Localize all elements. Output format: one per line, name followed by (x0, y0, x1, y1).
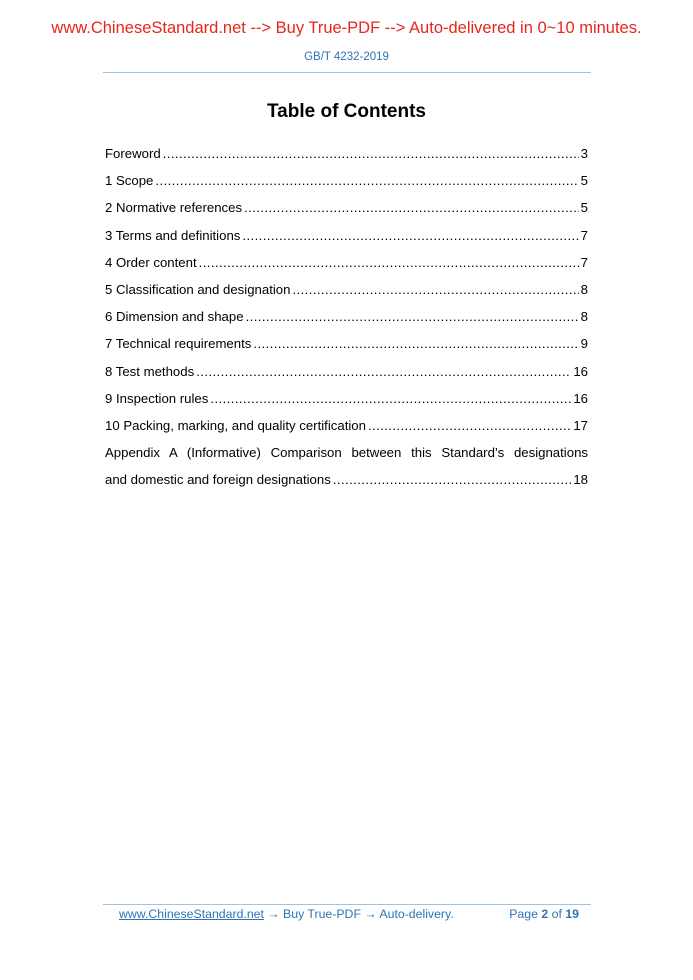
toc-entry-normative-references[interactable] (105, 199, 588, 226)
toc-entry-appendix-a[interactable] (105, 444, 588, 498)
toc-leader-dots (253, 335, 578, 352)
page-footer (119, 907, 579, 921)
toc-leader-dots (292, 281, 578, 298)
toc-leader-dots (210, 390, 571, 407)
toc-entry-label: 9 Inspection rules (105, 390, 209, 406)
toc-leader-dots (199, 254, 579, 271)
toc-leader-dots (155, 172, 578, 189)
footer-divider (103, 904, 591, 905)
toc-entry-label: 10 Packing, marking, and quality certification (105, 417, 366, 433)
toc-entry-label: 7 Technical requirements (105, 336, 252, 352)
toc-entry-label: 8 Test methods (105, 363, 195, 379)
toc-entry-foreword[interactable] (105, 145, 588, 172)
toc-leader-dots (242, 227, 578, 244)
toc-entry-page: 5 (580, 200, 588, 216)
toc-entry-terms-and-definitions[interactable] (105, 227, 588, 254)
toc-leader-dots (368, 417, 571, 434)
toc-entry-page: 8 (580, 281, 588, 297)
site-banner: www.ChineseStandard.net --> Buy True-PDF --> Auto-delivered in 0~10 minutes. (51, 19, 642, 37)
toc-leader-dots (196, 363, 571, 380)
toc-entry-label-continued: and domestic and foreign designations (105, 472, 331, 488)
page-total: 19 (565, 907, 579, 921)
toc-leader-dots (246, 308, 579, 325)
toc-entry-page: 7 (580, 227, 588, 243)
toc-leader-dots (163, 145, 579, 162)
toc-entry-dimension-and-shape[interactable] (105, 308, 588, 335)
toc-entry-label: 1 Scope (105, 173, 154, 189)
toc-entry-page: 8 (580, 309, 588, 325)
toc-leader-dots (244, 199, 579, 216)
toc-entry-page: 16 (573, 390, 588, 406)
toc-entry-scope[interactable] (105, 172, 588, 199)
page-title: Table of Contents (266, 101, 427, 122)
toc-entry-technical-requirements[interactable] (105, 335, 588, 362)
toc-entry-page: 16 (573, 363, 588, 379)
toc-entry-label: 3 Terms and definitions (105, 227, 241, 243)
footer-tagline: → Buy True-PDF → Auto-delivery. (263, 907, 454, 921)
toc-entry-classification[interactable] (105, 281, 588, 308)
toc-entry-label: 2 Normative references (105, 200, 243, 216)
toc-entry-inspection-rules[interactable] (105, 390, 588, 417)
footer-site-link[interactable]: www.ChineseStandard.net (119, 907, 264, 921)
toc-entry-page: 5 (580, 173, 588, 189)
toc-entry-page: 9 (580, 336, 588, 352)
header-divider (103, 72, 591, 73)
toc-entry-label: 5 Classification and designation (105, 281, 291, 297)
toc-entry-page: 18 (573, 472, 588, 488)
toc-entry-label: 4 Order content (105, 254, 197, 270)
toc-entry-test-methods[interactable] (105, 363, 588, 390)
table-of-contents (105, 145, 588, 498)
toc-entry-label: 6 Dimension and shape (105, 309, 244, 325)
page-current: 2 (541, 907, 549, 921)
toc-entry-packing-marking[interactable] (105, 417, 588, 444)
standard-code: GB/T 4232-2019 (304, 51, 389, 63)
toc-entry-label: Appendix A (Informative) Comparison between this Standard’s designations (105, 445, 588, 461)
toc-entry-page: 17 (573, 417, 588, 433)
page-number: Page 2 of 19 (509, 907, 579, 921)
toc-leader-dots (333, 471, 572, 488)
toc-entry-page: 7 (580, 254, 588, 270)
toc-entry-label: Foreword (105, 146, 161, 161)
toc-entry-page: 3 (580, 146, 588, 161)
toc-entry-order-content[interactable] (105, 254, 588, 281)
